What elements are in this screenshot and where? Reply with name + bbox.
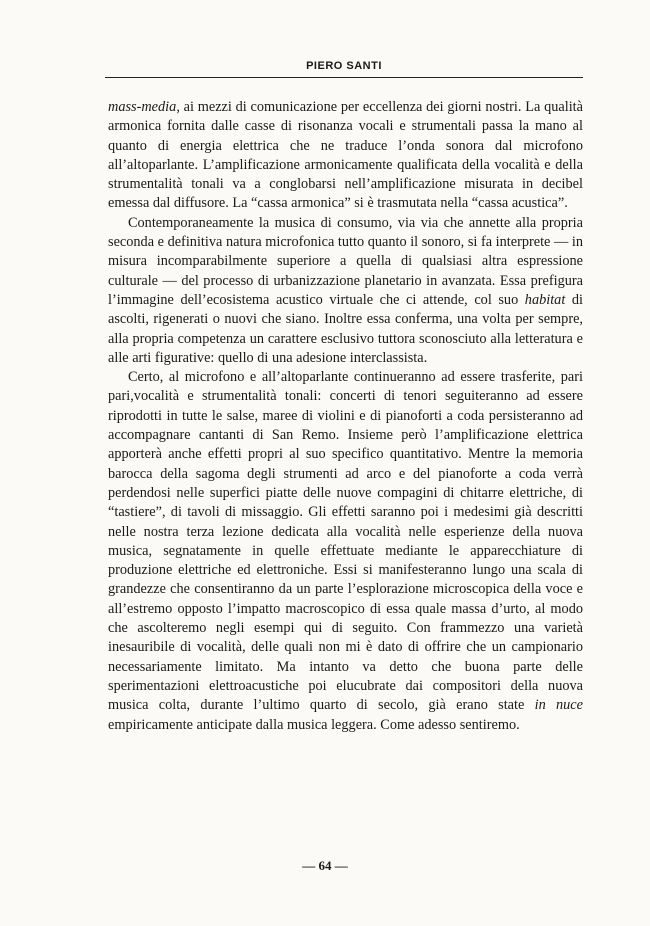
header-rule: [105, 77, 583, 78]
paragraph-2-text-b: di ascolti, rigenerati o nuovi che siano. Inoltre essa conferma, una volta per sempre, alla propria competenza un carattere esclusivo tuttora sconosciuto alla letteratura e alle arti figurative: quello di una adesione interclassista.: [108, 291, 584, 366]
running-head: PIERO SANTI: [306, 60, 382, 72]
paragraph-2: [108, 214, 583, 368]
paragraph-3: [108, 368, 583, 735]
paragraph-1-text: , ai mezzi di comunicazione per eccellenza dei giorni nostri. La qualità armonica fornita dalle casse di risonanza vocali e strumentali passa la mano al quanto di energia elettrica che ne traduce l’onda sonora dal microfono all’altoparlante. L’amplificazione armonicamente qualificata della vocalità e della strumentalità tonali va a conglobarsi nell’amplificazione misurata in decibel emessa dal diffusore. La “cassa armonica” si è trasmutata nella “cassa acustica”.: [108, 99, 583, 212]
page-number: — 64 —: [302, 858, 348, 873]
paragraph-1-italic-term: mass-media: [108, 99, 177, 115]
paragraph-2-text-a: Contemporaneamente la musica di consumo, via via che annette alla propria seconda e definitiva natura microfonica tutto quanto il sonoro, si fa interprete — in misura incomparabilmente superiore a quella di qualsiasi altra espressione culturale — del processo di urbanizzazione planetario in avanzata. Essa prefigura l’immagine dell’ecosistema acustico virtuale che ci attende, col suo: [108, 214, 583, 308]
paragraph-3-italic-term: in nuce: [534, 697, 583, 714]
paragraph-2-italic-term: habitat: [524, 291, 566, 308]
paragraph-3-text-a: Certo, al microfono e all’altoparlante continueranno ad essere trasferite, pari pari,vocalità e strumentalità tonali: concerti di tenori seguiteranno ad essere riprodotti in tutte le salse, maree di violini e di pianoforti a coda persisteranno ad accompagnare cantanti di San Remo. Insieme però l’amplificazione elettrica apporterà anche effetti propri al suo specifico quantitativo. Mentre la memoria barocca della sagoma degli strumenti ad arco e del pianoforte a coda verrà perdendosi nelle superfici piatte delle nuove compagini di chitarre elettriche, di “tastiere”, di tavoli di missaggio. Gli effetti saranno poi i medesimi già descritti nelle nostra terza lezione dedicata alla vocalità nelle esperienze della nuova musica, segnatamente in quelle effettuate mediante le apparecchiature di produzione elettriche ed elettroniche. Essi si manifesteranno lungo una scala di grandezze che consentiranno da un parte l’esplorazione microscopica della voce e all’estremo opposto l’impatto macroscopico di essa quale massa d’urto, al modo che ascolteremo negli esempi qui di seguito. Con frammezzo una varietà inesauribile di vocalità, delle quali non mi è dato di offrire che un campionario necessariamente limitato. Ma intanto va detto che buona parte delle sperimentazioni elettroacustiche poi elucubrate dai compositori della nuova musica colta, durante l’ultimo quarto di secolo, già erano state: [108, 369, 583, 714]
body-text: [108, 98, 583, 735]
paragraph-3-text-b: empiricamente anticipate dalla musica leggera. Come adesso sentiremo.: [108, 716, 520, 733]
paragraph-1: [108, 98, 583, 214]
